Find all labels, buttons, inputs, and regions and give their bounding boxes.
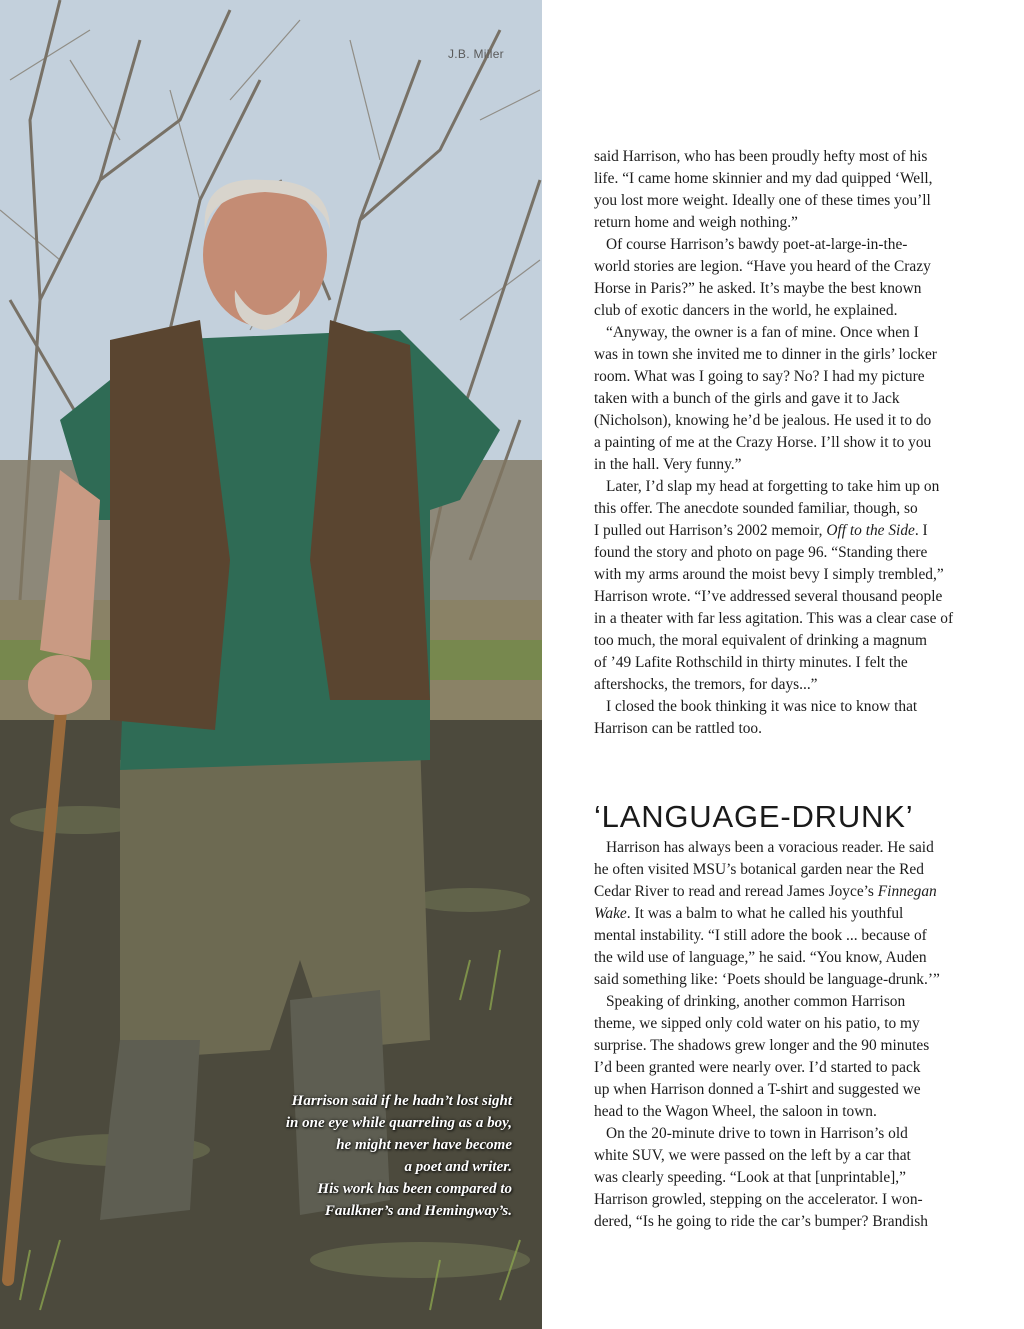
photo-caption: [212, 1090, 512, 1222]
paragraph: [594, 1123, 964, 1233]
text-line: of ’49 Lafite Rothschild in thirty minutes. I felt the: [594, 654, 908, 671]
text-line: “Anyway, the owner is a fan of mine. Once when I: [606, 324, 919, 341]
text-line: found the story and photo on page 96. “Standing there: [594, 544, 928, 561]
text-line: white SUV, we were passed on the left by a car that: [594, 1147, 911, 1164]
text-line: Harrison growled, stepping on the accelerator. I won-: [594, 1191, 923, 1208]
text-line: in the hall. Very funny.”: [594, 456, 742, 473]
text-line: said something like: ‘Poets should be language-drunk.’”: [594, 971, 940, 988]
text-line: On the 20-minute drive to town in Harrison’s old: [606, 1125, 908, 1142]
text-run: I pulled out Harrison’s 2002 memoir,: [594, 522, 827, 539]
text-line: [594, 520, 964, 542]
paragraph: [594, 146, 964, 234]
text-line: taken with a bunch of the girls and gave it to Jack: [594, 390, 900, 407]
text-line: theme, we sipped only cold water on his patio, to my: [594, 1015, 920, 1032]
caption-line: he might never have become: [336, 1137, 512, 1153]
text-line: was in town she invited me to dinner in the girls’ locker: [594, 346, 937, 363]
text-line: Of course Harrison’s bawdy poet-at-large-in-the-: [606, 236, 908, 253]
text-line: the wild use of language,” he said. “You know, Auden: [594, 949, 927, 966]
text-line: up when Harrison donned a T-shirt and suggested we: [594, 1081, 921, 1098]
caption-line: in one eye while quarreling as a boy,: [285, 1115, 512, 1131]
text-line: said Harrison, who has been proudly hefty most of his: [594, 148, 928, 165]
text-line: I’d been granted were nearly over. I’d started to pack: [594, 1059, 921, 1076]
photo-credit: J.B. Miller: [448, 47, 504, 61]
text-run: . It was a balm to what he called his youthful: [626, 905, 904, 922]
text-line: Harrison has always been a voracious reader. He said: [606, 839, 934, 856]
text-line: dered, “Is he going to ride the car’s bumper? Brandish: [594, 1213, 928, 1230]
text-line: club of exotic dancers in the world, he explained.: [594, 302, 898, 319]
text-line: in a theater with far less agitation. This was a clear case of: [594, 610, 954, 627]
text-line: Horse in Paris?” he asked. It’s maybe the best known: [594, 280, 922, 297]
caption-line: Harrison said if he hadn’t lost sight: [291, 1093, 512, 1109]
text-line: Speaking of drinking, another common Harrison: [606, 993, 906, 1010]
text-line: [594, 881, 964, 903]
text-line: (Nicholson), knowing he’d be jealous. He used it to do: [594, 412, 932, 429]
paragraph: [594, 476, 964, 696]
paragraph: [594, 234, 964, 322]
text-line: was clearly speeding. “Look at that [unprintable],”: [594, 1169, 906, 1186]
text-line: Harrison can be rattled too.: [594, 720, 762, 737]
text-line: Later, I’d slap my head at forgetting to take him up on: [606, 478, 940, 495]
text-line: he often visited MSU’s botanical garden near the Red: [594, 861, 924, 878]
text-line: you lost more weight. Ideally one of these times you’ll: [594, 192, 931, 209]
text-line: too much, the moral equivalent of drinking a magnum: [594, 632, 927, 649]
text-line: a painting of me at the Crazy Horse. I’ll show it to you: [594, 434, 932, 451]
book-title: Off to the Side: [826, 522, 915, 539]
text-run: Cedar River to read and reread James Joyce’s: [594, 883, 878, 900]
text-line: this offer. The anecdote sounded familiar, though, so: [594, 500, 918, 517]
book-title: Wake: [594, 905, 627, 922]
caption-line: His work has been compared to: [317, 1181, 512, 1197]
text-line: surprise. The shadows grew longer and the 90 minutes: [594, 1037, 930, 1054]
text-line: aftershocks, the tremors, for days...”: [594, 676, 818, 693]
text-line: Harrison wrote. “I’ve addressed several thousand people: [594, 588, 943, 605]
text-line: return home and weigh nothing.”: [594, 214, 798, 231]
text-line: with my arms around the moist bevy I simply trembled,”: [594, 566, 944, 583]
text-line: world stories are legion. “Have you heard of the Crazy: [594, 258, 931, 275]
text-line: life. “I came home skinnier and my dad quipped ‘Well,: [594, 170, 933, 187]
paragraph: [594, 322, 964, 476]
text-line: I closed the book thinking it was nice to know that: [606, 698, 918, 715]
caption-line: a poet and writer.: [404, 1159, 512, 1175]
paragraph: [594, 837, 964, 991]
text-line: mental instability. “I still adore the book ... because of: [594, 927, 927, 944]
text-run: . I: [914, 522, 928, 539]
paragraph: [594, 696, 964, 740]
text-line: head to the Wagon Wheel, the saloon in town.: [594, 1103, 877, 1120]
paragraph: [594, 991, 964, 1123]
text-line: [594, 903, 964, 925]
section-heading: ‘LANGUAGE-DRUNK’: [594, 799, 914, 834]
book-title: Finnegan: [877, 883, 937, 900]
text-line: room. What was I going to say? No? I had my picture: [594, 368, 925, 385]
article-column: [594, 146, 964, 1233]
caption-line: Faulkner’s and Hemingway’s.: [324, 1203, 512, 1219]
